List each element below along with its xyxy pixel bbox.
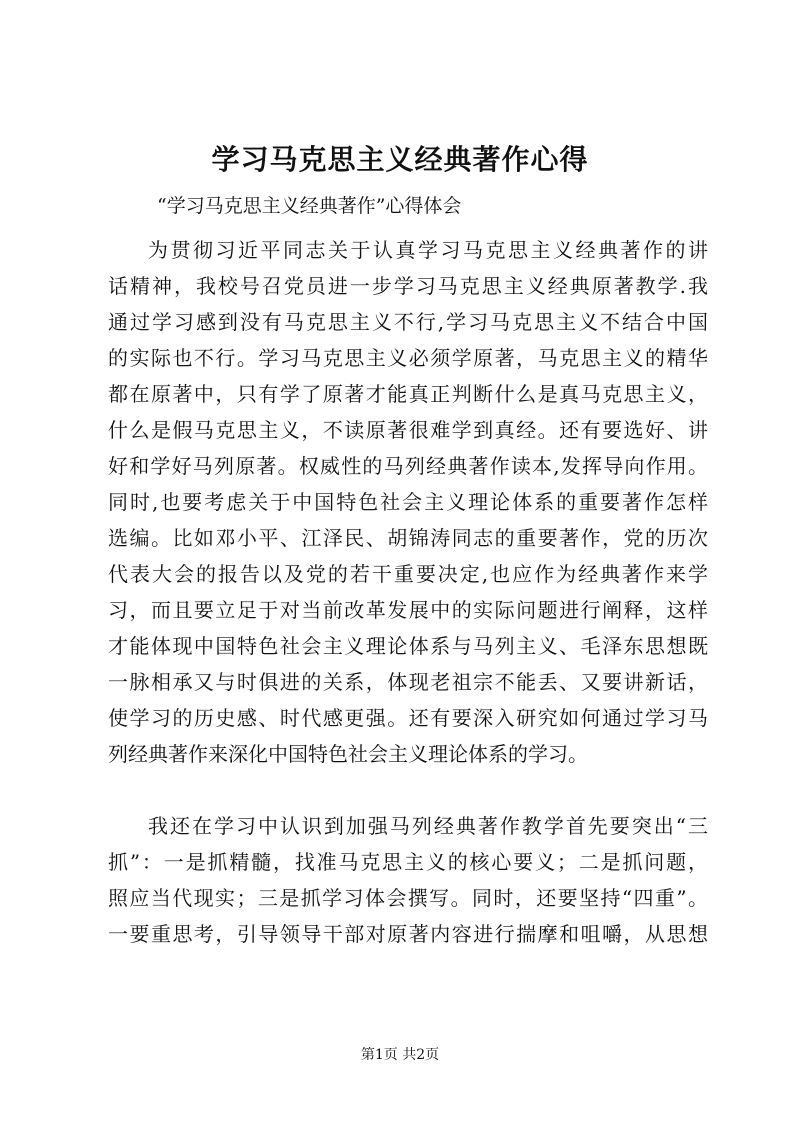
paragraph-1-line: 的实际也不行。学习马克思主义必须学原著，马克思主义的精华: [108, 346, 708, 370]
paragraph-1-line: 话精神，我校号召党员进一步学习马克思主义经典原著教学.我: [108, 274, 708, 298]
paragraph-1-line: 都在原著中，只有学了原著才能真正判断什么是真马克思主义，: [108, 382, 708, 406]
page-number: 第1页 共2页: [360, 1047, 440, 1063]
paragraph-1-line: 代表大会的报告以及党的若干重要决定,也应作为经典著作来学: [108, 562, 708, 586]
paragraph-2-line: 一要重思考，引导领导干部对原著内容进行揣摩和咀嚼，从思想: [108, 922, 708, 946]
paragraph-1-line: 通过学习感到没有马克思主义不行,学习马克思主义不结合中国: [108, 310, 708, 334]
document-subtitle: “学习马克思主义经典著作”心得体会: [157, 195, 462, 217]
paragraph-2-line: 照应当代现实；三是抓学习体会撰写。同时，还要坚持“四重”。: [108, 886, 708, 910]
paragraph-2-line: 抓”：一是抓精髓，找准马克思主义的核心要义；二是抓问题，: [108, 850, 708, 874]
paragraph-1-line: 好和学好马列原著。权威性的马列经典著作读本,发挥导向作用。: [108, 454, 708, 478]
paragraph-2-line: 我还在学习中认识到加强马列经典著作教学首先要突出“三: [148, 814, 708, 838]
paragraph-1-line: 一脉相承又与时俱进的关系，体现老祖宗不能丢、又要讲新话，: [108, 670, 708, 694]
paragraph-1-line: 什么是假马克思主义，不读原著很难学到真经。还有要选好、讲: [108, 418, 708, 442]
paragraph-1-line: 习，而且要立足于对当前改革发展中的实际问题进行阐释，这样: [108, 598, 708, 622]
paragraph-1-line: 使学习的历史感、时代感更强。还有要深入研究如何通过学习马: [108, 706, 708, 730]
paragraph-1-line: 同时,也要考虑关于中国特色社会主义理论体系的重要著作怎样: [108, 490, 708, 514]
paragraph-1-line: 列经典著作来深化中国特色社会主义理论体系的学习。: [108, 742, 588, 766]
paragraph-1-line: 为贯彻习近平同志关于认真学习马克思主义经典著作的讲: [148, 238, 708, 262]
paragraph-1-line: 选编。比如邓小平、江泽民、胡锦涛同志的重要著作，党的历次: [108, 526, 708, 550]
document-title: 学习马克思主义经典著作心得: [211, 143, 589, 176]
paragraph-1-line: 才能体现中国特色社会主义理论体系与马列主义、毛泽东思想既: [108, 634, 708, 658]
